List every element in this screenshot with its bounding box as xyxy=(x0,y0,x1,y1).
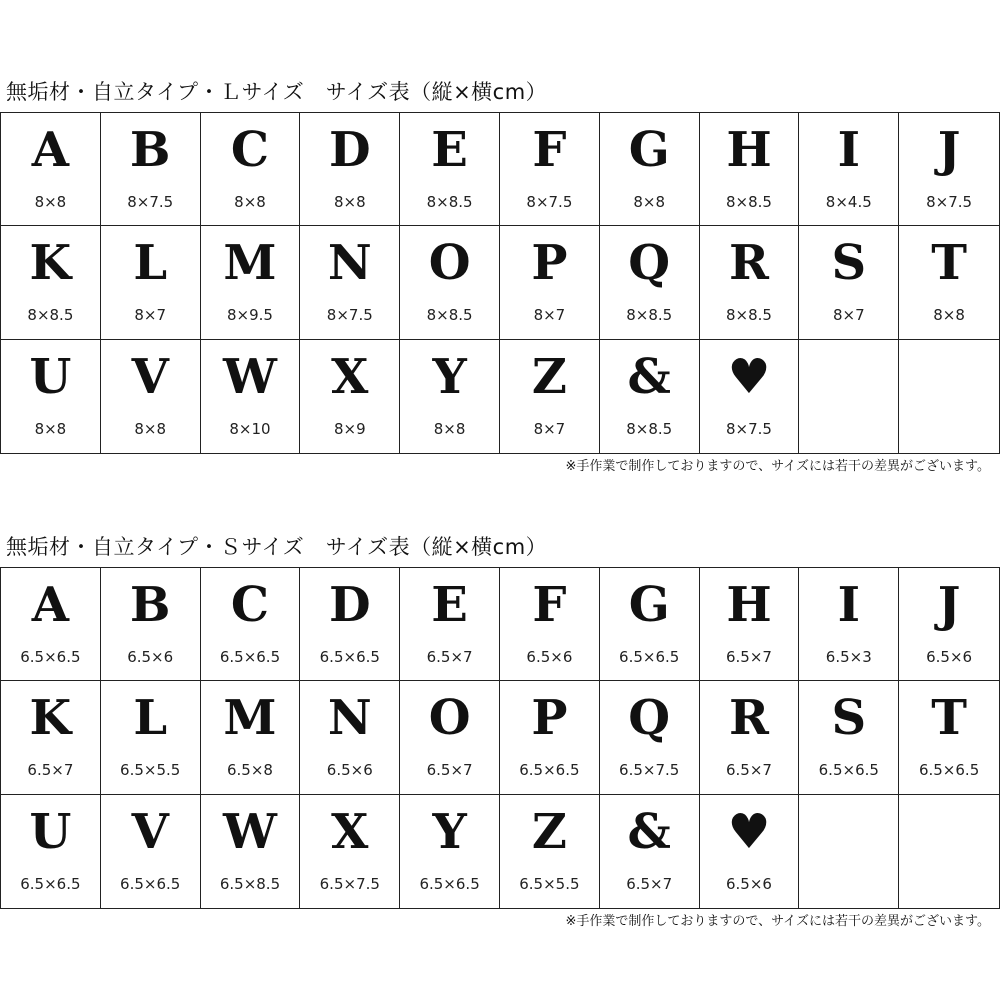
size-value: 6.5×6.5 xyxy=(519,761,580,780)
table-cell xyxy=(899,113,999,226)
size-value: 8×7 xyxy=(832,306,865,325)
letter-glyph: U xyxy=(29,803,72,860)
size-value: 8×8.5 xyxy=(426,193,473,211)
size-value: 8×9 xyxy=(333,419,366,438)
size-value: 6.5×6.5 xyxy=(419,874,480,893)
table-cell xyxy=(201,568,301,681)
letter-glyph: Y xyxy=(432,348,467,405)
size-value: 8×9.5 xyxy=(227,306,273,325)
size-value: 8×8 xyxy=(234,193,266,211)
table-cell xyxy=(1,795,101,908)
letter-glyph: Q xyxy=(628,235,671,292)
table-cell xyxy=(500,568,600,681)
size-value: 8×7 xyxy=(134,306,167,325)
letter-glyph: U xyxy=(29,348,72,405)
table-cell xyxy=(600,113,700,226)
size-value: 8×7.5 xyxy=(526,193,573,211)
letter-glyph: F xyxy=(532,577,567,633)
small-size-table xyxy=(0,567,1000,909)
size-value: 6.5×6 xyxy=(526,648,573,666)
table-cell xyxy=(600,226,700,339)
size-value: 8×7 xyxy=(533,306,566,325)
table-cell xyxy=(500,226,600,339)
table-cell xyxy=(899,795,999,908)
size-value: 8×8.5 xyxy=(626,306,673,325)
letter-glyph: F xyxy=(532,122,567,178)
table-cell xyxy=(400,795,500,908)
table-cell xyxy=(799,795,899,908)
size-value: 8×8.5 xyxy=(27,306,74,325)
size-value: 6.5×6.5 xyxy=(20,648,81,666)
size-value: 6.5×7 xyxy=(27,761,74,780)
letter-glyph: D xyxy=(328,122,371,178)
letter-glyph: T xyxy=(931,690,967,747)
table-cell xyxy=(400,681,500,794)
letter-glyph: R xyxy=(729,235,769,292)
table-cell xyxy=(1,340,101,453)
table-cell xyxy=(600,795,700,908)
table-cell xyxy=(799,340,899,453)
letter-glyph: P xyxy=(531,235,568,292)
size-value: 8×7.5 xyxy=(726,419,772,438)
size-value: 6.5×7 xyxy=(426,761,473,780)
letter-glyph: X xyxy=(331,803,369,860)
size-value: 8×8.5 xyxy=(726,193,772,211)
letter-glyph: W xyxy=(223,348,277,405)
table-cell xyxy=(400,113,500,226)
table-cell xyxy=(400,226,500,339)
table-cell xyxy=(400,568,500,681)
letter-glyph: Q xyxy=(628,690,671,747)
letter-glyph: & xyxy=(627,348,671,405)
small-size-title: 無垢材・自立タイプ・Ｓサイズ サイズ表（縦×横cm） xyxy=(6,535,548,559)
letter-glyph: O xyxy=(428,235,471,292)
letter-glyph: G xyxy=(628,122,670,178)
large-size-section xyxy=(0,77,1000,475)
size-value: 6.5×7.5 xyxy=(619,761,680,780)
table-cell xyxy=(201,340,301,453)
letter-glyph: V xyxy=(131,348,169,405)
table-cell xyxy=(300,568,400,681)
table-cell xyxy=(799,681,899,794)
letter-glyph: S xyxy=(831,690,867,747)
table-cell xyxy=(101,681,201,794)
letter-glyph: S xyxy=(831,235,867,292)
small-size-note: ※手作業で制作しておりますので、サイズには若干の差異がございます。 xyxy=(565,914,990,929)
letter-glyph: X xyxy=(331,348,369,405)
letter-glyph: G xyxy=(628,577,670,633)
table-cell xyxy=(300,226,400,339)
letter-glyph: J xyxy=(937,122,961,178)
table-cell xyxy=(300,795,400,908)
letter-glyph: C xyxy=(230,122,270,178)
table-cell xyxy=(700,226,800,339)
letter-glyph: B xyxy=(129,577,171,633)
size-value: 8×8 xyxy=(333,193,366,211)
table-cell xyxy=(201,113,301,226)
size-value: 8×8 xyxy=(933,306,965,325)
size-value: 6.5×5.5 xyxy=(120,761,181,780)
size-value: 8×8 xyxy=(633,193,666,211)
size-value: 6.5×6.5 xyxy=(219,648,281,666)
large-size-title: 無垢材・自立タイプ・Ｌサイズ サイズ表（縦×横cm） xyxy=(6,80,548,104)
large-size-table xyxy=(0,112,1000,454)
letter-glyph: K xyxy=(29,690,72,747)
letter-glyph: A xyxy=(31,577,70,633)
size-value: 6.5×6 xyxy=(127,648,174,666)
letter-glyph: N xyxy=(327,690,372,747)
size-value: 6.5×7.5 xyxy=(319,874,380,893)
letter-glyph: V xyxy=(131,803,169,860)
letter-glyph: E xyxy=(431,122,468,178)
letter-glyph: R xyxy=(729,690,769,747)
size-value: 8×4.5 xyxy=(825,193,872,211)
size-value: 6.5×6 xyxy=(326,761,373,780)
table-cell xyxy=(300,113,400,226)
letter-glyph: B xyxy=(129,122,171,178)
table-cell xyxy=(1,226,101,339)
table-cell xyxy=(300,681,400,794)
size-value: 8×8 xyxy=(134,419,167,438)
size-value: 8×7.5 xyxy=(926,193,973,211)
table-cell xyxy=(899,226,999,339)
letter-glyph: I xyxy=(837,122,861,178)
letter-glyph: N xyxy=(327,235,372,292)
size-value: 8×8.5 xyxy=(426,306,473,325)
letter-glyph: P xyxy=(531,690,568,747)
size-value: 8×10 xyxy=(229,419,271,438)
letter-glyph: O xyxy=(428,690,471,747)
table-cell xyxy=(899,568,999,681)
table-cell xyxy=(1,113,101,226)
table-cell xyxy=(700,340,800,453)
size-value: 8×8.5 xyxy=(726,306,772,325)
size-value: 6.5×6.5 xyxy=(20,874,81,893)
table-cell xyxy=(1,568,101,681)
large-size-note: ※手作業で制作しておりますので、サイズには若干の差異がございます。 xyxy=(565,459,990,474)
letter-glyph: I xyxy=(837,577,861,633)
letter-glyph: M xyxy=(223,235,277,292)
table-cell xyxy=(600,568,700,681)
table-cell xyxy=(799,113,899,226)
table-cell xyxy=(400,340,500,453)
heart-glyph: ♥ xyxy=(727,348,771,405)
table-cell xyxy=(700,113,800,226)
table-cell xyxy=(500,340,600,453)
table-cell xyxy=(600,681,700,794)
size-value: 8×7.5 xyxy=(326,306,373,325)
heart-glyph: ♥ xyxy=(727,803,771,860)
size-value: 6.5×7 xyxy=(626,874,673,893)
size-value: 6.5×7 xyxy=(426,648,473,666)
size-value: 6.5×8.5 xyxy=(219,874,281,893)
size-value: 6.5×6.5 xyxy=(120,874,181,893)
letter-glyph: H xyxy=(726,122,772,178)
letter-glyph: E xyxy=(431,577,468,633)
letter-glyph: H xyxy=(726,577,772,633)
letter-glyph: K xyxy=(29,235,72,292)
size-value: 6.5×6 xyxy=(926,648,973,666)
size-value: 6.5×5.5 xyxy=(519,874,580,893)
letter-glyph: A xyxy=(31,122,70,178)
letter-glyph: L xyxy=(133,235,168,292)
size-value: 6.5×3 xyxy=(825,648,872,666)
table-cell xyxy=(899,681,999,794)
table-cell xyxy=(799,568,899,681)
letter-glyph: C xyxy=(230,577,270,633)
size-value: 6.5×7 xyxy=(726,648,772,666)
letter-glyph: M xyxy=(223,690,277,747)
table-cell xyxy=(300,340,400,453)
size-value: 6.5×7 xyxy=(726,761,772,780)
table-cell xyxy=(500,795,600,908)
table-cell xyxy=(899,340,999,453)
table-cell xyxy=(700,681,800,794)
table-cell xyxy=(799,226,899,339)
size-value: 6.5×6.5 xyxy=(918,761,980,780)
letter-glyph: T xyxy=(931,235,967,292)
size-value: 8×7 xyxy=(533,419,566,438)
letter-glyph: J xyxy=(937,577,961,633)
table-cell xyxy=(101,568,201,681)
size-value: 8×8 xyxy=(34,419,67,438)
letter-glyph: D xyxy=(328,577,371,633)
size-value: 6.5×6.5 xyxy=(319,648,380,666)
size-value: 6.5×6.5 xyxy=(818,761,879,780)
small-size-section xyxy=(0,532,1000,930)
letter-glyph: L xyxy=(133,690,168,747)
size-value: 8×8 xyxy=(34,193,67,211)
size-value: 8×7.5 xyxy=(127,193,174,211)
table-cell xyxy=(500,681,600,794)
size-value: 6.5×6.5 xyxy=(619,648,680,666)
letter-glyph: Z xyxy=(531,348,567,405)
table-cell xyxy=(201,795,301,908)
table-cell xyxy=(101,795,201,908)
table-cell xyxy=(500,113,600,226)
size-value: 6.5×8 xyxy=(227,761,273,780)
letter-glyph: Y xyxy=(432,803,467,860)
table-cell xyxy=(700,795,800,908)
letter-glyph: W xyxy=(223,803,277,860)
letter-glyph: Z xyxy=(531,803,567,860)
table-cell xyxy=(101,340,201,453)
table-cell xyxy=(201,226,301,339)
table-cell xyxy=(1,681,101,794)
table-cell xyxy=(101,113,201,226)
table-cell xyxy=(600,340,700,453)
table-cell xyxy=(700,568,800,681)
size-value: 6.5×6 xyxy=(726,874,772,893)
table-cell xyxy=(201,681,301,794)
size-value: 8×8.5 xyxy=(626,419,673,438)
table-cell xyxy=(101,226,201,339)
size-value: 8×8 xyxy=(433,419,466,438)
letter-glyph: & xyxy=(627,803,671,860)
